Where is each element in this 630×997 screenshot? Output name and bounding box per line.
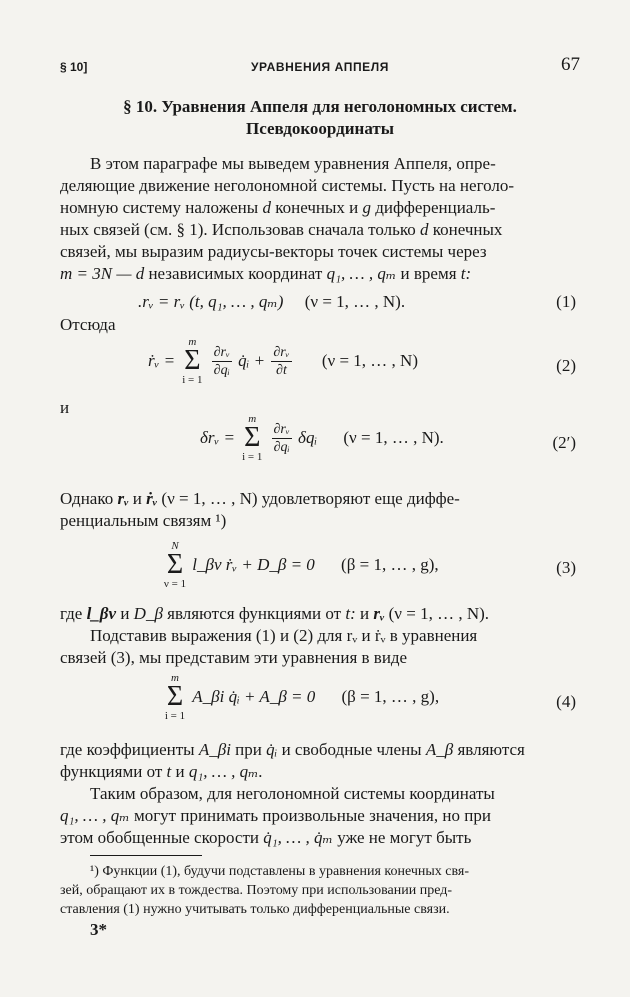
intro-line-3: номную систему наложены d конечных и g дифференциаль- xyxy=(60,198,496,217)
label-i: и xyxy=(60,398,70,417)
eq2-body: ṙᵥ = m Σ i = 1 $\frac{\text{∂rᵥ}}{\text{∂qᵢ}}$ q̇ᵢ + $\frac{\text{∂rᵥ}}{\partial t}$ (ν = 1, … , N) xyxy=(148,336,418,386)
eq2-number: (2) xyxy=(556,356,576,375)
footnote-line-2: зей, обращают их в тождества. Поэтому при использовании пред- xyxy=(60,883,453,898)
intro-line-4: ных связей (см. § 1). Использовав сначала только d конечных xyxy=(60,220,503,239)
equation-2-prime xyxy=(60,413,580,473)
sum-symbol-eq2p: m Σ i = 1 xyxy=(242,413,263,463)
sum-symbol-eq2: m Σ i = 1 xyxy=(182,336,203,386)
para5-line-2: q₁, … , qₘ могут принимать произвольные значения, но при xyxy=(60,806,491,825)
para5-line-3: этом обобщенные скорости q̇₁, … , q̇ₘ уже не могут быть xyxy=(60,828,472,847)
eq1-body: .rᵥ = rᵥ (t, q₁, … , qₘ) (ν = 1, … , N). xyxy=(138,292,406,311)
sum-symbol-eq3: N Σ ν = 1 xyxy=(163,540,187,590)
paragraph-5 xyxy=(60,783,578,849)
footnote-line-3: ставления (1) нужно учитывать только дифференциальные связи. xyxy=(60,902,450,917)
eq2p-frac: $\frac{\text{∂rᵥ}}{\text{∂qᵢ}}$ xyxy=(273,421,290,455)
eq4-number: (4) xyxy=(556,692,576,711)
para2-line-2: ренциальным связям ¹) xyxy=(60,511,227,530)
footnote-rule xyxy=(90,855,202,856)
eq2-frac2: $\frac{\text{∂rᵥ}}{\partial t}$ xyxy=(273,344,290,378)
page-number: 67 xyxy=(561,54,580,75)
equation-3 xyxy=(60,540,580,600)
equation-4 xyxy=(60,672,580,732)
footnote-line-1: ¹) Функции (1), будучи подставлены в уравнения конечных свя- xyxy=(90,864,470,879)
sum-symbol-eq4: m Σ i = 1 xyxy=(164,672,186,722)
eq3-number: (3) xyxy=(556,558,576,577)
section-title-line1: § 10. Уравнения Аппеля для неголономных систем. xyxy=(123,97,517,116)
para3-line-3: связей (3), мы представим эти уравнения в виде xyxy=(60,648,408,667)
para3-line-1: где l_βν и D_β являются функциями от t: и rᵥ (ν = 1, … , N). xyxy=(60,604,490,623)
signature-mark: 3* xyxy=(90,920,107,939)
intro-line-2: деляющие движение неголономной системы. Пусть на неголо- xyxy=(60,176,515,195)
footnote xyxy=(60,862,578,919)
para4-line-2: функциями от t и q₁, … , qₘ. xyxy=(60,762,263,781)
para4-line-1: где коэффициенты A_βi при q̇ᵢ и свободные члены A_β являются xyxy=(60,740,525,759)
intro-line-1: В этом параграфе мы выведем уравнения Аппеля, опре- xyxy=(90,154,496,173)
running-header xyxy=(60,54,580,82)
header-title: УРАВНЕНИЯ АППЕЛЯ xyxy=(250,60,390,74)
eq3-body: N Σ ν = 1 l_βν ṙᵥ + D_β = 0 (β = 1, … , g), xyxy=(163,540,439,590)
header-section: § 10] xyxy=(60,60,88,74)
para2-line-1: Однако rᵥ и ṙᵥ (ν = 1, … , N) удовлетворяют еще диффе- xyxy=(60,489,460,508)
para3-line-2: Подставив выражения (1) и (2) для rᵥ и ṙᵥ в уравнения xyxy=(90,626,478,645)
intro-paragraph xyxy=(60,153,578,285)
label-otsyuda: Отсюда xyxy=(60,315,116,334)
para5-line-1: Таким образом, для неголономной системы координаты xyxy=(90,784,495,803)
eq2-frac1: $\frac{\text{∂rᵥ}}{\text{∂qᵢ}}$ xyxy=(213,344,230,378)
intro-line-6: m = 3N — d независимых координат q₁, … , qₘ и время t: xyxy=(60,264,472,283)
eq2p-number: (2′) xyxy=(552,433,576,452)
equation-2 xyxy=(60,336,580,396)
eq1-number: (1) xyxy=(556,292,576,311)
eq4-body: m Σ i = 1 A_βi q̇ᵢ + A_β = 0 (β = 1, … , g), xyxy=(162,672,439,722)
paragraph-2 xyxy=(60,488,578,532)
paragraph-4 xyxy=(60,739,578,783)
paragraph-3 xyxy=(60,603,578,669)
section-title xyxy=(60,96,580,140)
intro-line-5: связей, мы выразим радиусы-векторы точек системы через xyxy=(60,242,487,261)
eq2p-body: δrᵥ = m Σ i = 1 $\frac{\text{∂rᵥ}}{\text{∂qᵢ}}$ δqᵢ (ν = 1, … , N). xyxy=(200,413,444,463)
section-title-line2: Псевдокоординаты xyxy=(245,119,395,138)
